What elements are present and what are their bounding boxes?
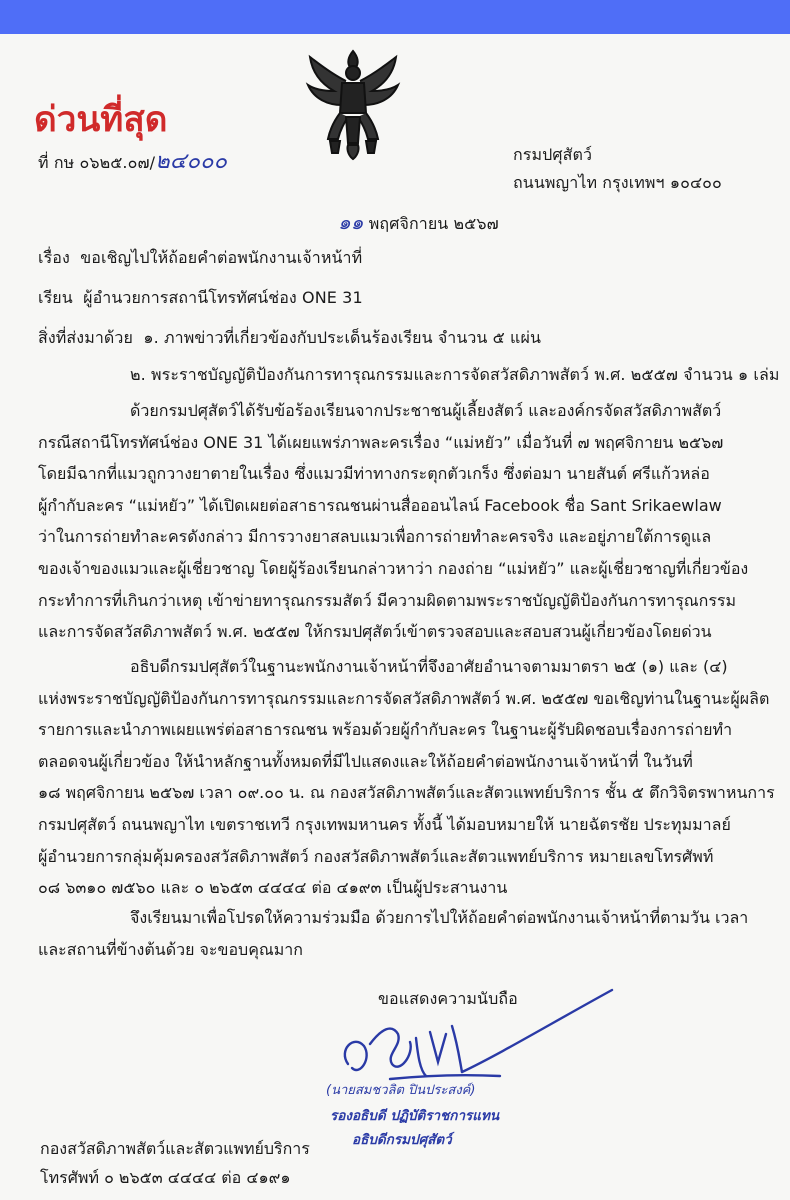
urgency-stamp: ด่วนที่สุด <box>34 99 168 140</box>
closing-phrase: ขอแสดงความนับถือ <box>378 989 518 1008</box>
paragraph-line: ๐๘ ๖๓๑๐ ๗๕๖๐ และ ๐ ๒๖๕๓ ๔๔๔๔ ต่อ ๔๑๙๓ เป็นผู้ประสานงาน <box>38 878 508 898</box>
subject-line <box>38 246 362 271</box>
footer-division: กองสวัสดิภาพสัตว์และสัตวแพทย์บริการ <box>40 1139 310 1158</box>
paragraph-line: กรณีสถานีโทรทัศน์ช่อง ONE 31 ได้เผยแพร่ภาพละครเรื่อง “แม่หยัว” เมื่อวันที่ ๗ พฤศจิกายน ๒๕๖๗ <box>38 432 724 452</box>
garuda-emblem-icon <box>300 43 406 161</box>
subject-label: เรื่อง <box>38 248 70 267</box>
paragraph-line: รายการและนำภาพเผยแพร่ต่อสาธารณชน พร้อมด้วยผู้กำกับละคร ในฐานะผู้รับผิดชอบเรื่องการถ่ายทำ <box>38 720 733 740</box>
signatory-name: (นายสมชวลิต ปินประสงค์) <box>326 1083 476 1098</box>
date-handwritten-day: ๑๑ <box>338 210 364 234</box>
enclosures-label: สิ่งที่ส่งมาด้วย <box>38 328 133 347</box>
letter-document <box>0 34 790 1200</box>
date-printed: พฤศจิกายน ๒๕๖๗ <box>368 214 499 233</box>
signatory-title: รองอธิบดี ปฏิบัติราชการแทน <box>330 1108 500 1124</box>
reference-handwritten: ๒๔๐๐๐ <box>155 149 228 174</box>
recipient-line <box>38 286 363 311</box>
body-paragraph-1 <box>38 395 764 648</box>
paragraph-line: และการจัดสวัสดิภาพสัตว์ พ.ศ. ๒๕๕๗ ให้กรมปศุสัตว์เข้าตรวจสอบและสอบสวนผู้เกี่ยวข้องโดยด่วน <box>38 622 712 642</box>
reference-printed: ที่ กษ ๐๖๒๕.๐๗/ <box>38 153 156 172</box>
paragraph-line: จึงเรียนมาเพื่อโปรดให้ความร่วมมือ ด้วยการไปให้ถ้อยคำต่อพนักงานเจ้าหน้าที่ตามวัน เวลา <box>130 908 749 927</box>
enclosure-item: ๒. พระราชบัญญัติป้องกันการทารุณกรรมและการจัดสวัสดิภาพสัตว์ พ.ศ. ๒๕๕๗ จำนวน ๑ เล่ม <box>130 365 780 384</box>
enclosure-item: ๑. ภาพข่าวที่เกี่ยวข้องกับประเด็นร้องเรียน จำนวน ๕ แผ่น <box>143 328 541 347</box>
paragraph-line: กรมปศุสัตว์ ถนนพญาไท เขตราชเทวี กรุงเทพมหานคร ทั้งนี้ ได้มอบหมายให้ นายฉัตรชัย ประทุมมาลย์ <box>38 814 731 834</box>
recipient-label: เรียน <box>38 288 73 307</box>
paragraph-line: ด้วยกรมปศุสัตว์ได้รับข้อร้องเรียนจากประชาชนผู้เลี้ยงสัตว์ และองค์กรจัดสวัสดิภาพสัตว์ <box>130 401 722 420</box>
paragraph-line: ของเจ้าของแมวและผู้เชี่ยวชาญ โดยผู้ร้องเรียนกล่าวหาว่า กองถ่าย “แม่หยัว” และผู้เชี่ยวชาญที่เกี่ยวข้อง <box>38 558 749 578</box>
letter-date <box>338 206 499 238</box>
paragraph-line: ว่าในการถ่ายทำละครดังกล่าว มีการวางยาสลบแมวเพื่อการถ่ายทำละครจริง และอยู่ภายใต้การดูแล <box>38 527 712 547</box>
paragraph-line: ผู้กำกับละคร “แม่หยัว” ได้เปิดเผยต่อสาธารณชนผ่านสื่อออนไลน์ Facebook ชื่อ Sant Srikaewlaw <box>38 495 722 515</box>
body-paragraph-3 <box>38 902 764 965</box>
body-paragraph-2 <box>38 651 775 904</box>
top-status-bar <box>0 0 790 34</box>
paragraph-line: โดยมีฉากที่แมวถูกวางยาตายในเรื่อง ซึ่งแมวมีท่าทางกระตุกตัวเกร็ง ซึ่งต่อมา นายสันต์ ศรีแก้วหล่อ <box>38 464 710 484</box>
paragraph-line: ตลอดจนผู้เกี่ยวข้อง ให้นำหลักฐานทั้งหมดที่มีไปแสดงและให้ถ้อยคำต่อพนักงานเจ้าหน้าที่ ในวันที่ <box>38 751 693 771</box>
signatory-title: อธิบดีกรมปศุสัตว์ <box>352 1132 452 1148</box>
paragraph-line: กระทำการที่เกินกว่าเหตุ เข้าข่ายทารุณกรรมสัตว์ มีความผิดตามพระราชบัญญัติป้องกันการทารุณกรรม <box>38 590 737 610</box>
handwritten-signature <box>330 984 630 1094</box>
subject-text: ขอเชิญไปให้ถ้อยคำต่อพนักงานเจ้าหน้าที่ <box>80 248 363 267</box>
paragraph-line: ผู้อำนวยการกลุ่มคุ้มครองสวัสดิภาพสัตว์ กองสวัสดิภาพสัตว์และสัตวแพทย์บริการ หมายเลขโทรศัพท์ <box>38 846 714 866</box>
recipient-text: ผู้อำนวยการสถานีโทรทัศน์ช่อง ONE 31 <box>83 288 363 307</box>
paragraph-line: และสถานที่ข้างต้นด้วย จะขอบคุณมาก <box>38 939 303 959</box>
enclosures-line <box>38 326 541 351</box>
org-name: กรมปศุสัตว์ <box>513 145 593 164</box>
footer-phone: โทรศัพท์ ๐ ๒๖๕๓ ๔๔๔๔ ต่อ ๔๑๙๑ <box>40 1168 291 1187</box>
paragraph-line: ๑๘ พฤศจิกายน ๒๕๖๗ เวลา ๐๙.๐๐ น. ณ กองสวัสดิภาพสัตว์และสัตวแพทย์บริการ ชั้น ๕ ตึกวิจิตรพาหนการ <box>38 783 775 803</box>
paragraph-line: แห่งพระราชบัญญัติป้องกันการทารุณกรรมและการจัดสวัสดิภาพสัตว์ พ.ศ. ๒๕๕๗ ขอเชิญท่านในฐานะผู้ผลิต <box>38 688 770 708</box>
paragraph-line: อธิบดีกรมปศุสัตว์ในฐานะพนักงานเจ้าหน้าที่จึงอาศัยอำนาจตามมาตรา ๒๕ (๑) และ (๔) <box>130 657 728 676</box>
org-address: ถนนพญาไท กรุงเทพฯ ๑๐๔๐๐ <box>513 173 722 192</box>
reference-number <box>38 143 227 178</box>
